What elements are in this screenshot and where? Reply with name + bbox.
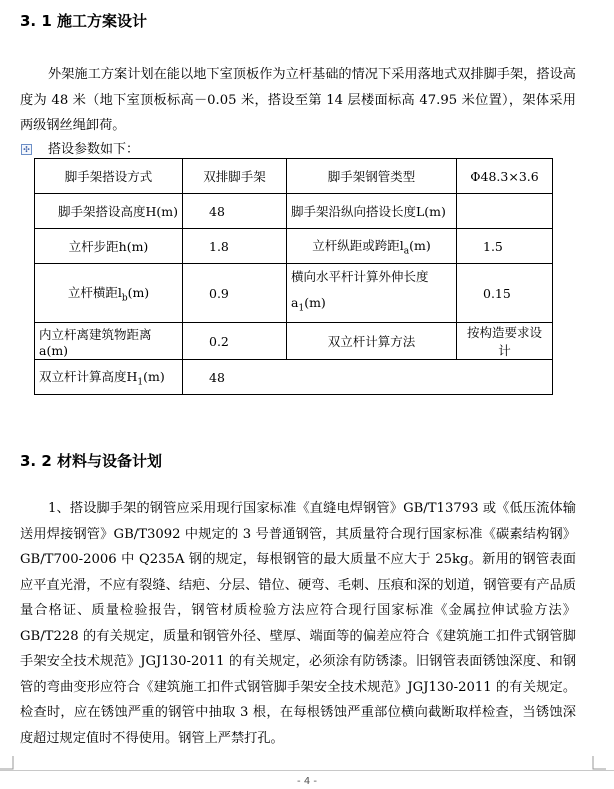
scaffold-parameters-table [34,158,553,395]
table-cell: 双排脚手架 [183,159,287,194]
cell-text: (m) [143,368,165,384]
cell-subscript: 1 [298,303,305,314]
table-cell: 0.2 [183,323,287,360]
table-cell: 脚手架搭设高度H(m) [35,194,183,229]
section-title-construction-plan: 3. 1 施工方案设计 [20,12,148,30]
table-cell: 脚手架搭设方式 [35,159,183,194]
table-cell [287,229,457,264]
table-cell: 双立杆计算方法 [287,323,457,360]
cell-subscript: 1 [137,377,144,388]
cell-text: (m) [304,295,326,311]
cell-subscript: a [403,246,410,257]
table-row [35,159,553,194]
table-row [35,264,553,323]
page-corner-mark-icon [0,756,14,770]
cell-text: (m) [409,237,431,253]
table-row [35,229,553,264]
table-cell: 脚手架钢管类型 [287,159,457,194]
cell-text: 立杆纵距或跨距l [312,237,404,253]
table-cell [457,194,553,229]
table-cell: 48 [183,360,553,395]
table-cell: 0.15 [457,264,553,323]
cell-subscript: b [121,293,128,304]
table-cell: Φ48.3×3.6 [457,159,553,194]
table-cell: 内立杆离建筑物距离a(m) [35,323,183,360]
cell-line: 横向水平杆计算外伸长度 [291,269,429,285]
page-number: - 4 - [297,776,317,787]
table-cell: 立杆步距h(m) [35,229,183,264]
table-cell [287,264,457,323]
table-cell: 1.5 [457,229,553,264]
table-cell [35,360,183,395]
params-label: 搭设参数如下： [48,142,140,157]
table-cell: 脚手架沿纵向搭设长度L(m) [287,194,457,229]
cell-text: a [291,295,299,311]
table-cell: 1.8 [183,229,287,264]
intro-paragraph: 外架施工方案计划在能以地下室顶板作为立杆基础的情况下采用落地式双排脚手架，搭设高度为 48 米（地下室顶板标高－0.05 米，搭设至第 14 层楼面标高 47.95 米位置），架体采用两级钢丝绳卸荷。 [20,67,576,133]
table-cell: 0.9 [183,264,287,323]
section-title-materials-plan: 3. 2 材料与设备计划 [20,452,163,470]
page-separator [0,770,614,771]
table-row [35,360,553,395]
table-cell: 按构造要求设计 [457,323,553,360]
table-cell: 48 [183,194,287,229]
materials-paragraph: 1、搭设脚手架的钢管应采用现行国家标准《直缝电焊钢管》GB/T13793 或《低压流体输送用焊接钢管》GB/T3092 中规定的 3 号普通钢管，其质量符合现行国家标准《碳素结构钢》GB/T700-2006 中 Q235A 钢的规定，每根钢管的最大质量不应大于 25kg。新用的钢管表面应平直光滑，不应有裂缝、结疤、分层、错位、硬弯、毛刺、压痕和深的划道，钢管要有产品质量合格证、质量检验报告，钢管材质检验方法应符合现行国家标准《金属拉伸试验方法》GB/T228 的有关规定，质量和钢管外径、壁厚、端面等的偏差应符合《建筑施工扣件式钢管脚手架安全技术规范》JGJ130-2011 的有关规定，必须涂有防锈漆。旧钢管表面锈蚀深度、和钢管的弯曲变形应符合《建筑施工扣件式钢管脚手架安全技术规范》JGJ130-2011 的有关规定。检查时，应在锈蚀严重的钢管中抽取 3 根，在每根锈蚀严重部位横向截断取样检查，当锈蚀深度超过规定值时不得使用。钢管上严禁打孔。 [20,501,576,746]
cell-text: 双立杆计算高度H [39,368,138,384]
table-cell [35,264,183,323]
cell-text: 立杆横距l [67,284,122,300]
cell-text: (m) [127,284,150,300]
cell-line [291,290,452,322]
table-row [35,323,553,360]
table-move-handle-icon[interactable]: ✣ [21,144,32,155]
page-corner-mark-icon [592,756,606,770]
table-row [35,194,553,229]
